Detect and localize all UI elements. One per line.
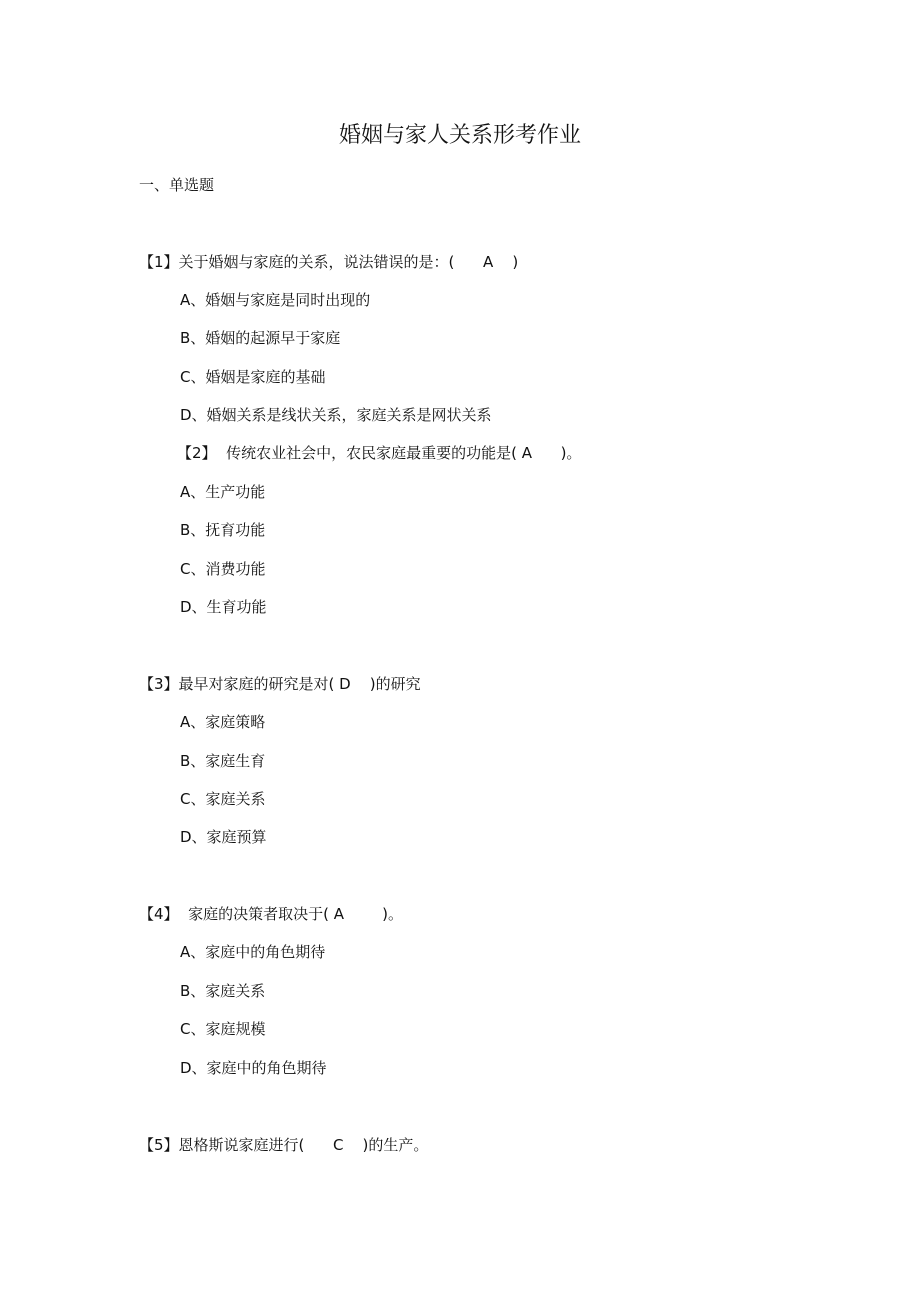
- question-3-option-b: B、家庭生育: [180, 752, 266, 770]
- question-4-option-d: D、家庭中的角色期待: [180, 1059, 327, 1077]
- question-4-option-a: A、家庭中的角色期待: [180, 943, 326, 961]
- page-title: 婚姻与家人关系形考作业: [338, 123, 581, 148]
- question-2-option-c: C、消费功能: [180, 560, 266, 578]
- question-1-option-b: B、婚姻的起源早于家庭: [180, 329, 341, 347]
- question-4-option-b: B、家庭关系: [180, 982, 266, 1000]
- question-3-option-c: C、家庭关系: [180, 790, 266, 808]
- question-4-option-c: C、家庭规模: [180, 1020, 266, 1038]
- question-2-option-d: D、生育功能: [180, 598, 267, 616]
- question-1-option-c: C、婚姻是家庭的基础: [180, 368, 326, 386]
- question-3: 【3】最早对家庭的研究是对( D )的研究: [139, 675, 421, 693]
- section-heading: 一、单选题: [139, 176, 215, 194]
- question-5: 【5】恩格斯说家庭进行( C )的生产。: [139, 1136, 429, 1154]
- question-2-option-b: B、抚育功能: [180, 521, 266, 539]
- question-4: 【4】 家庭的决策者取决于( A )。: [139, 905, 403, 923]
- question-1-option-a: A、婚姻与家庭是同时出现的: [180, 291, 371, 309]
- question-3-option-d: D、家庭预算: [180, 828, 267, 846]
- question-3-option-a: A、家庭策略: [180, 713, 266, 731]
- question-1: 【1】关于婚姻与家庭的关系，说法错误的是：( A ): [139, 253, 519, 271]
- question-1-option-d: D、婚姻关系是线状关系，家庭关系是网状关系: [180, 406, 492, 424]
- question-2: 【2】 传统农业社会中，农民家庭最重要的功能是( A )。: [177, 444, 582, 462]
- question-2-option-a: A、生产功能: [180, 483, 266, 501]
